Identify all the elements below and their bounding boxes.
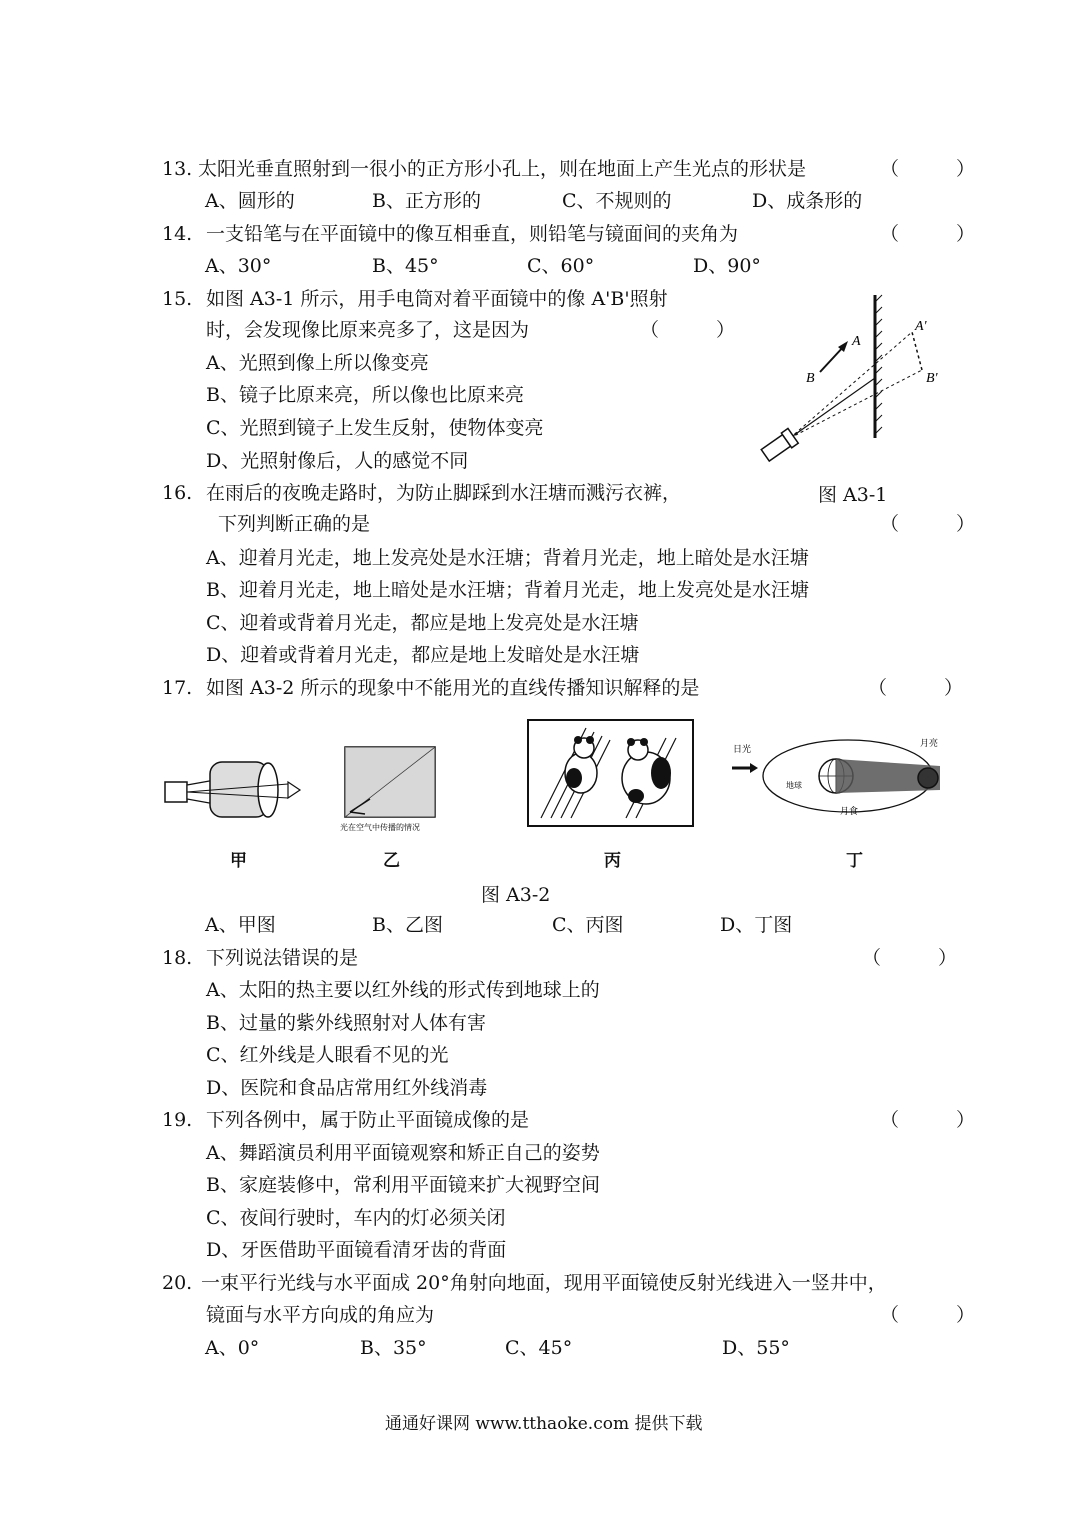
option-b: B、正方形的 bbox=[372, 190, 481, 212]
question-number: 16. bbox=[162, 482, 193, 504]
page-footer: 通通好课网 www.tthaoke.com 提供下载 bbox=[385, 1414, 703, 1434]
figure-caption: 图 A3-1 bbox=[818, 484, 888, 506]
figure-ding-earth: 地球 bbox=[786, 781, 802, 790]
figure-ding-moon: 月亮 bbox=[920, 739, 939, 749]
option-c: C、夜间行驶时，车内的灯必须关闭 bbox=[206, 1207, 506, 1229]
figure-ding-eclipse: 月食 bbox=[840, 807, 859, 817]
question-text-line1: 一束平行光线与水平面成 20°角射向地面，现用平面镜使反射光线进入一竖井中， bbox=[201, 1272, 887, 1294]
question-number: 13. bbox=[162, 158, 193, 180]
figure-label-ding: 丁 bbox=[846, 851, 863, 871]
option-a: A、30° bbox=[205, 255, 272, 277]
question-text: 如图 A3-2 所示的现象中不能用光的直线传播知识解释的是 bbox=[206, 677, 700, 699]
option-d: D、成条形的 bbox=[752, 190, 863, 212]
figure-ding bbox=[728, 730, 948, 825]
answer-paren: （ ） bbox=[862, 947, 958, 969]
answer-paren: （ ） bbox=[880, 513, 976, 535]
option-b: B、家庭装修中，常利用平面镜来扩大视野空间 bbox=[206, 1174, 600, 1196]
question-text-line1: 在雨后的夜晚走路时，为防止脚踩到水汪塘而溅污衣裤， bbox=[206, 482, 682, 504]
option-c: C、迎着或背着月光走，都应是地上发亮处是水汪塘 bbox=[206, 612, 639, 634]
question-number: 20. bbox=[162, 1272, 193, 1294]
figure-yi bbox=[340, 744, 440, 834]
option-a: A、圆形的 bbox=[205, 190, 295, 212]
option-b: B、镜子比原来亮，所以像也比原来亮 bbox=[206, 384, 524, 406]
question-number: 17. bbox=[162, 677, 193, 699]
question-text-line1: 如图 A3-1 所示，用手电筒对着平面镜中的像 A'B'照射 bbox=[206, 288, 668, 310]
option-a: A、光照到像上所以像变亮 bbox=[206, 352, 429, 374]
figure-caption: 图 A3-2 bbox=[481, 884, 551, 906]
option-b: B、35° bbox=[360, 1337, 427, 1359]
question-text: 一支铅笔与在平面镜中的像互相垂直，则铅笔与镜面间的夹角为 bbox=[206, 223, 739, 245]
option-a: A、舞蹈演员利用平面镜观察和矫正自己的姿势 bbox=[206, 1142, 600, 1164]
question-text-line2: 镜面与水平方向成的角应为 bbox=[206, 1304, 435, 1326]
figure-label-jia: 甲 bbox=[230, 851, 247, 871]
label-a-prime: A' bbox=[915, 319, 927, 334]
answer-paren: （ ） bbox=[880, 158, 976, 180]
question-text-line2: 下列判断正确的是 bbox=[218, 513, 371, 535]
image-arrow bbox=[912, 332, 922, 370]
answer-paren: （ ） bbox=[868, 677, 964, 699]
figure-yi-caption: 光在空气中传播的情况 bbox=[340, 823, 420, 832]
question-number: 15. bbox=[162, 288, 193, 310]
figure-ding-sun: 日光 bbox=[733, 745, 752, 755]
figure-label-bing: 丙 bbox=[604, 851, 621, 871]
question-text-line2: 时，会发现像比原来亮多了，这是因为 bbox=[206, 319, 530, 341]
option-d: D、医院和食品店常用红外线消毒 bbox=[206, 1077, 488, 1099]
option-c: C、丙图 bbox=[552, 914, 624, 936]
figure-bing bbox=[526, 718, 696, 830]
option-d: D、90° bbox=[693, 255, 761, 277]
question-number: 14. bbox=[162, 223, 193, 245]
option-a: A、太阳的热主要以红外线的形式传到地球上的 bbox=[206, 979, 600, 1001]
option-b: B、乙图 bbox=[372, 914, 443, 936]
option-d: D、迎着或背着月光走，都应是地上发暗处是水汪塘 bbox=[206, 644, 640, 666]
figure-label-yi: 乙 bbox=[383, 851, 400, 871]
question-number: 19. bbox=[162, 1109, 193, 1131]
option-d: D、牙医借助平面镜看清牙齿的背面 bbox=[206, 1239, 507, 1261]
figure-jia bbox=[160, 752, 310, 822]
label-b: B bbox=[806, 371, 815, 386]
option-a: A、迎着月光走，地上发亮处是水汪塘；背着月光走，地上暗处是水汪塘 bbox=[206, 547, 809, 569]
answer-paren: （ ） bbox=[880, 1109, 976, 1131]
answer-paren: （ ） bbox=[640, 319, 736, 341]
question-text: 下列说法错误的是 bbox=[206, 947, 359, 969]
option-c: C、红外线是人眼看不见的光 bbox=[206, 1044, 449, 1066]
label-b-prime: B' bbox=[926, 371, 938, 386]
option-d: D、55° bbox=[722, 1337, 790, 1359]
option-c: C、光照到镜子上发生反射，使物体变亮 bbox=[206, 417, 544, 439]
option-d: D、光照射像后，人的感觉不同 bbox=[206, 450, 469, 472]
option-b: B、45° bbox=[372, 255, 439, 277]
option-a: A、0° bbox=[205, 1337, 260, 1359]
answer-paren: （ ） bbox=[880, 223, 976, 245]
flashlight-icon bbox=[760, 428, 798, 462]
option-b: B、过量的紫外线照射对人体有害 bbox=[206, 1012, 486, 1034]
option-b: B、迎着月光走，地上暗处是水汪塘；背着月光走，地上发亮处是水汪塘 bbox=[206, 579, 809, 601]
answer-paren: （ ） bbox=[880, 1304, 976, 1326]
question-number: 18. bbox=[162, 947, 193, 969]
figure-a3-1 bbox=[740, 290, 970, 470]
option-c: C、45° bbox=[505, 1337, 573, 1359]
question-text: 太阳光垂直照射到一很小的正方形小孔上，则在地面上产生光点的形状是 bbox=[198, 158, 807, 180]
option-c: C、不规则的 bbox=[562, 190, 672, 212]
option-a: A、甲图 bbox=[205, 914, 276, 936]
option-d: D、丁图 bbox=[720, 914, 793, 936]
label-a: A bbox=[852, 334, 861, 349]
question-text: 下列各例中，属于防止平面镜成像的是 bbox=[206, 1109, 530, 1131]
option-c: C、60° bbox=[527, 255, 595, 277]
